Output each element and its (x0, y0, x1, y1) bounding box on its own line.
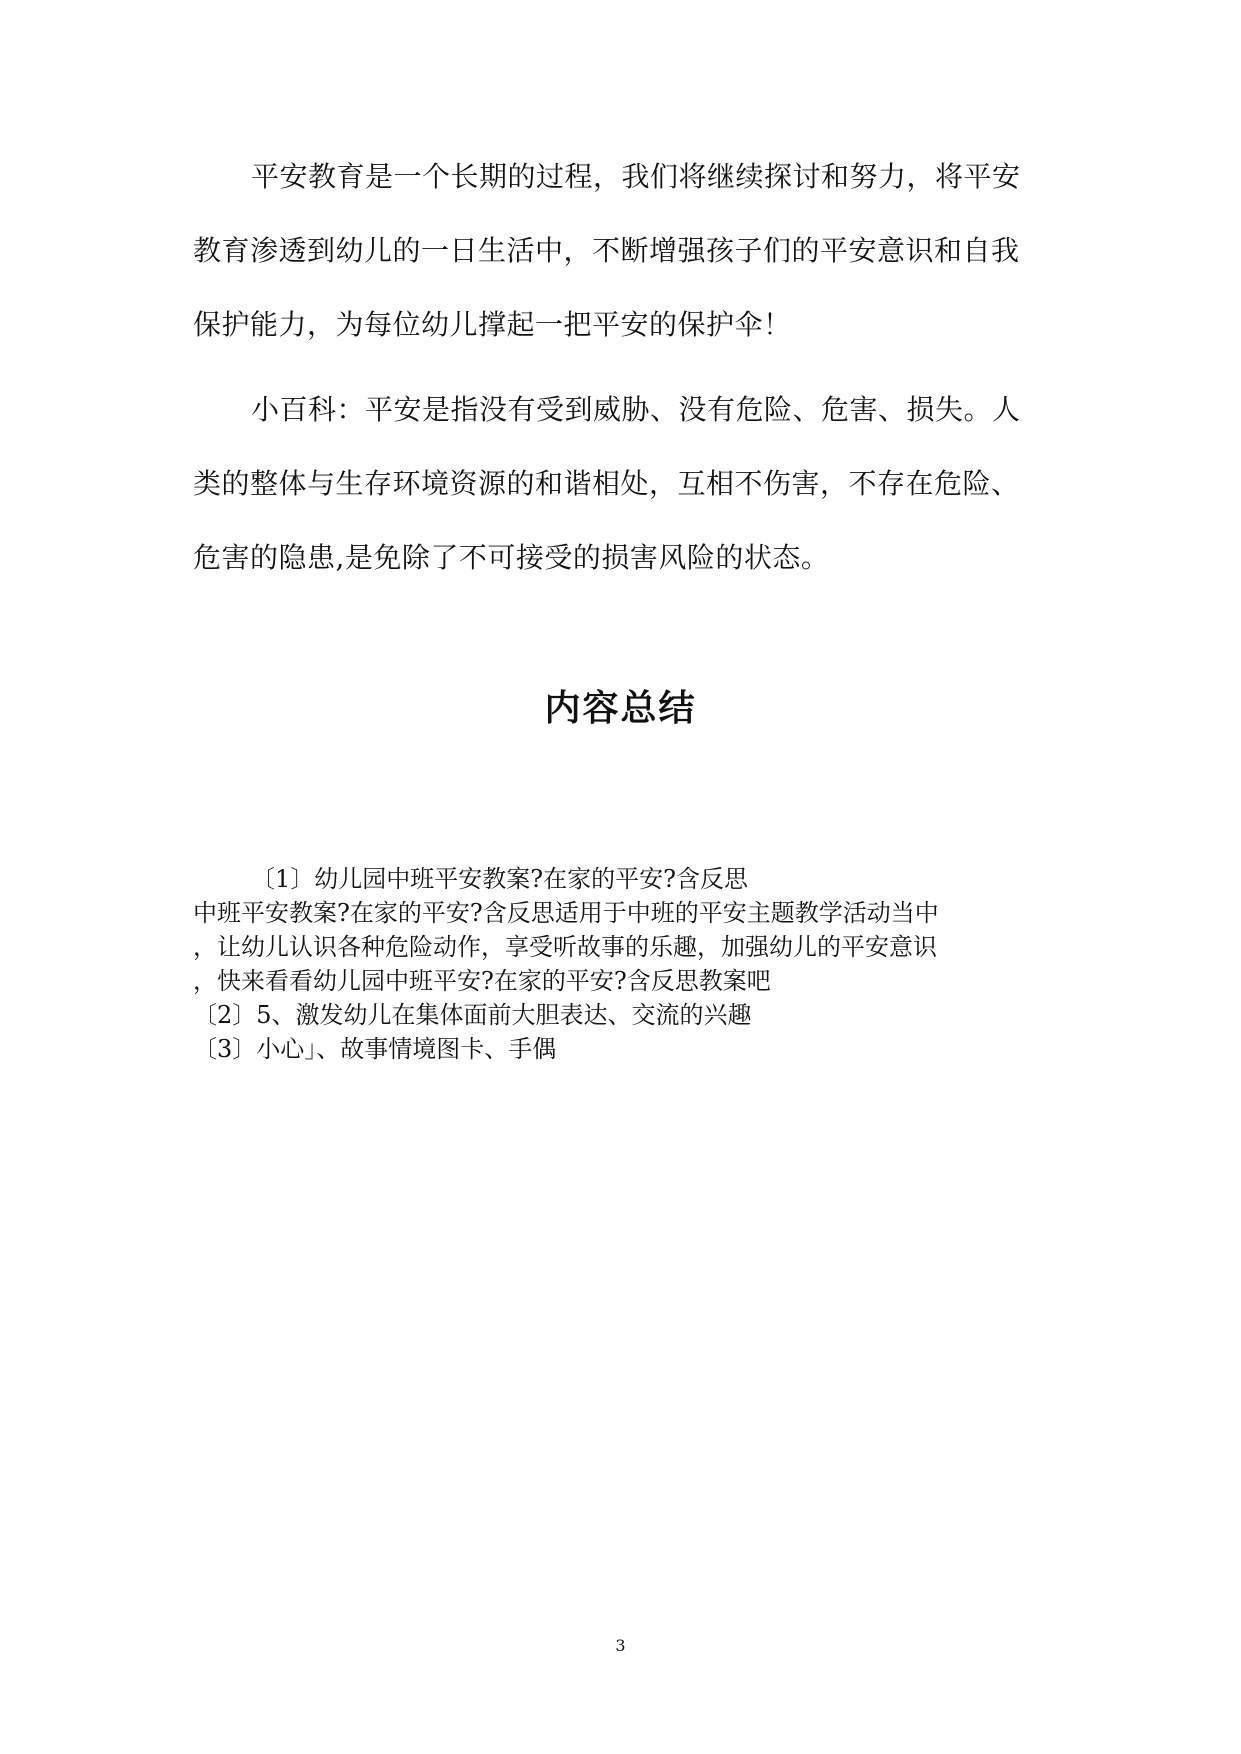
summary-line: 中班平安教案?在家的平安?含反思适用于中班的平安主题教学活动当中 (193, 899, 939, 927)
summary-title: 内容总结 (544, 688, 697, 729)
page-number: 3 (615, 1636, 626, 1655)
paragraph-line: 危害的隐患,是免除了不可接受的损害风险的状态。 (193, 541, 830, 574)
paragraph-line: 平安教育是一个长期的过程，我们将继续探讨和努力，将平安 (251, 160, 1021, 193)
summary-line: 〔2〕5、激发幼儿在集体面前大胆表达、交流的兴趣 (193, 1001, 752, 1029)
summary-list (193, 862, 1053, 1066)
paragraph-line: 小百科：平安是指没有受到威胁、没有危险、危害、损失。人 (251, 393, 1021, 426)
summary-line: 〔1〕幼儿园中班平安教案?在家的平安?含反思 (251, 865, 749, 893)
paragraph-line: 教育渗透到幼儿的一日生活中，不断增强孩子们的平安意识和自我 (193, 234, 1020, 267)
paragraph-encyclopedia (193, 373, 1048, 595)
paragraph-line: 类的整体与生存环境资源的和谐相处，互相不伤害，不存在危险、 (193, 467, 1020, 500)
summary-line: ，快来看看幼儿园中班平安?在家的平安?含反思教案吧 (193, 967, 771, 995)
summary-line: 〔3〕小心」、故事情境图卡、手偶 (193, 1035, 557, 1063)
summary-line: ，让幼儿认识各种危险动作，享受听故事的乐趣，加强幼儿的平安意识 (193, 933, 937, 961)
paragraph-safety-education (193, 140, 1048, 362)
paragraph-line: 保护能力，为每位幼儿撑起一把平安的保护伞！ (193, 308, 792, 341)
